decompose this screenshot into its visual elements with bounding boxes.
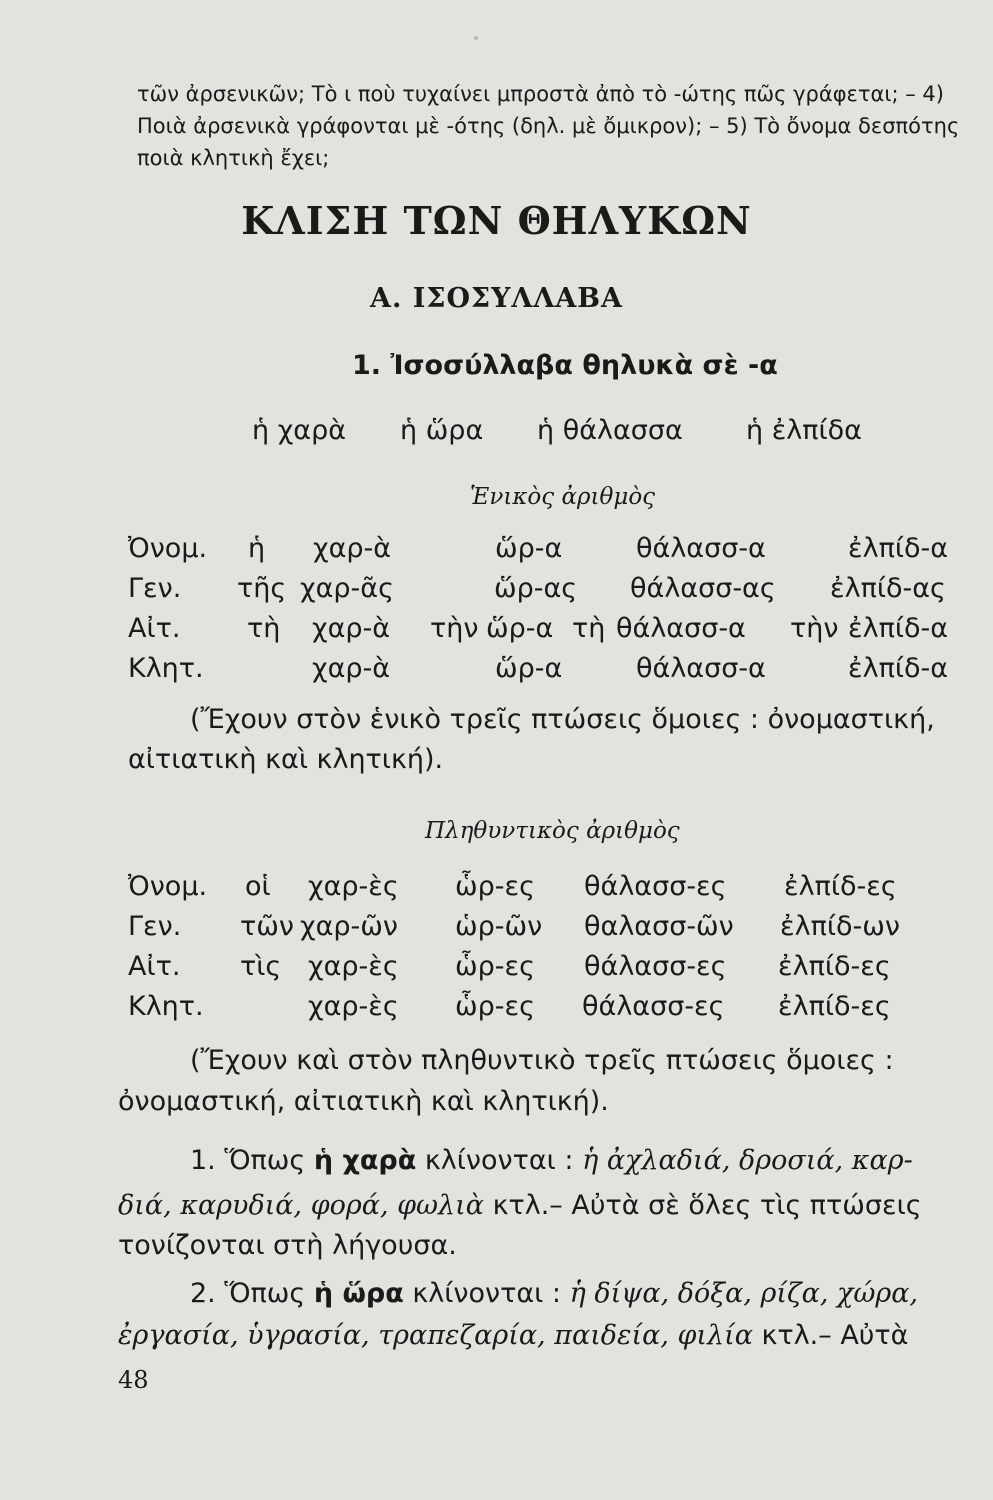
- singular-heading: Ἑνικὸς ἀριθμὸς: [470, 484, 656, 510]
- rule-verb: κλίνονται :: [403, 1278, 570, 1309]
- form-ora: ὧρ-ες: [455, 991, 535, 1022]
- form-ora: ὥρ-α: [495, 653, 563, 684]
- form-thalassa: θάλασσ-α: [636, 653, 766, 684]
- form-elpida: ἐλπίδ-ες: [784, 871, 897, 902]
- form-elpida: ἐλπίδ-ων: [780, 911, 900, 942]
- rule-verb: κλίνονται :: [416, 1145, 583, 1176]
- form-chara: χαρ-ῶν: [300, 911, 398, 942]
- rule-examples: ἡ δίψα, δόξα, ρίζα, χώρα,: [569, 1278, 919, 1309]
- article: τὴν: [790, 613, 839, 644]
- rule-2-line-2: [118, 1320, 908, 1351]
- plural-heading: Πληθυντικὸς ἀριθμὸς: [425, 818, 680, 844]
- section-heading: 1. Ἰσοσύλλαβα θηλυκὰ σὲ -α: [352, 350, 778, 381]
- form-thalassa: θάλασσ-ες: [582, 991, 725, 1022]
- rule-model-word: ἡ ὥρα: [313, 1278, 404, 1309]
- example-word: ἡ χαρὰ: [252, 415, 347, 446]
- rule-examples: διά, καρυδιά, φορά, φωλιὰ: [118, 1190, 484, 1221]
- rule-examples: ἐργασία, ὑγρασία, τραπεζαρία, παιδεία, φιλία: [118, 1320, 753, 1351]
- form-chara: χαρ-ᾶς: [300, 573, 394, 604]
- article: τῆς: [237, 573, 287, 604]
- article: ἡ: [248, 533, 266, 564]
- form-thalassa: θάλασσ-α: [616, 613, 746, 644]
- form-elpida: ἐλπίδ-α: [848, 613, 949, 644]
- rule-text: κτλ.– Αὐτὰ σὲ ὅλες τὶς πτώσεις: [484, 1190, 922, 1221]
- rule-1-line-3: τονίζονται στὴ λήγουσα.: [118, 1230, 457, 1261]
- main-heading: ΚΛΙΣΗ ΤΩΝ ΘΗΛΥΚΩΝ: [241, 198, 752, 243]
- rule-lead: 2. Ὅπως: [190, 1278, 314, 1309]
- article: τὴ: [572, 613, 606, 644]
- form-chara: χαρ-ὰ: [313, 533, 392, 564]
- form-thalassa: θαλασσ-ῶν: [584, 911, 734, 942]
- case-label: Ὀνομ.: [128, 871, 208, 902]
- form-ora: ὥρ-α: [486, 613, 554, 644]
- form-elpida: ἐλπίδ-ες: [778, 951, 891, 982]
- article: τὴν: [430, 613, 479, 644]
- intro-line-2: Ποιὰ ἀρσενικὰ γράφονται μὲ -ότης (δηλ. μὲ ὄμικρον); – 5) Τὸ ὄνομα δεσπότης: [137, 114, 960, 138]
- intro-line-3: ποιὰ κλητικὴ ἔχει;: [137, 146, 330, 170]
- rule-lead: 1. Ὅπως: [190, 1145, 314, 1176]
- form-ora: ὧρ-ες: [455, 951, 535, 982]
- form-thalassa: θάλασσ-ας: [630, 573, 776, 604]
- form-thalassa: θάλασσ-ες: [584, 951, 727, 982]
- form-chara: χαρ-ὲς: [308, 951, 399, 982]
- form-elpida: ἐλπίδ-α: [848, 533, 949, 564]
- form-thalassa: θάλασσ-ες: [584, 871, 727, 902]
- form-chara: χαρ-ὰ: [312, 653, 391, 684]
- form-chara: χαρ-ὰ: [312, 613, 391, 644]
- article: τὶς: [240, 951, 282, 982]
- plural-note: (Ἔχουν καὶ στὸν πληθυντικὸ τρεῖς πτώσεις ὅμοιες :: [190, 1045, 894, 1076]
- form-ora: ὥρ-α: [495, 533, 563, 564]
- rule-model-word: ἡ χαρὰ: [313, 1145, 417, 1176]
- article: τῶν: [240, 911, 294, 942]
- singular-note: (Ἔχουν στὸν ἑνικὸ τρεῖς πτώσεις ὅμοιες : ὀνομαστική,: [190, 704, 935, 735]
- case-label: Κλητ.: [128, 991, 204, 1022]
- form-chara: χαρ-ὲς: [308, 991, 399, 1022]
- form-elpida: ἐλπίδ-ες: [778, 991, 891, 1022]
- plural-note: ὀνομαστική, αἰτιατικὴ καὶ κλητική).: [118, 1086, 609, 1117]
- intro-line-1: τῶν ἀρσενικῶν; Τὸ ι ποὺ τυχαίνει μπροστὰ ἀπὸ τὸ -ώτης πῶς γράφεται; – 4): [137, 82, 944, 106]
- form-ora: ὧρ-ες: [455, 871, 535, 902]
- article: τὴ: [247, 613, 281, 644]
- page-number: 48: [118, 1366, 149, 1394]
- case-label: Αἰτ.: [128, 951, 181, 982]
- form-ora: ὥρ-ας: [494, 573, 578, 604]
- case-label: Γεν.: [128, 911, 182, 942]
- form-thalassa: θάλασσ-α: [636, 533, 766, 564]
- example-word: ἡ ὥρα: [400, 415, 484, 446]
- example-word: ἡ θάλασσα: [537, 415, 683, 446]
- print-mark: [474, 36, 478, 40]
- singular-note: αἰτιατικὴ καὶ κλητική).: [128, 744, 444, 775]
- article: οἱ: [245, 871, 271, 902]
- case-label: Κλητ.: [128, 653, 204, 684]
- form-chara: χαρ-ὲς: [308, 871, 399, 902]
- form-elpida: ἐλπίδ-ας: [830, 573, 946, 604]
- rule-text: κτλ.– Αὐτὰ: [752, 1320, 909, 1351]
- rule-1-line-2: [118, 1190, 922, 1221]
- example-word: ἡ ἐλπίδα: [746, 415, 862, 446]
- case-label: Αἰτ.: [128, 613, 181, 644]
- rule-1-line-1: [190, 1145, 913, 1176]
- case-label: Ὀνομ.: [128, 533, 208, 564]
- sub-heading: Α. ΙΣΟΣΥΛΛΑΒΑ: [370, 283, 623, 314]
- form-elpida: ἐλπίδ-α: [848, 653, 949, 684]
- rule-2-line-1: [190, 1278, 918, 1309]
- case-label: Γεν.: [128, 573, 182, 604]
- form-ora: ὡρ-ῶν: [455, 911, 543, 942]
- rule-examples: ἡ ἀχλαδιά, δροσιά, καρ-: [582, 1145, 913, 1176]
